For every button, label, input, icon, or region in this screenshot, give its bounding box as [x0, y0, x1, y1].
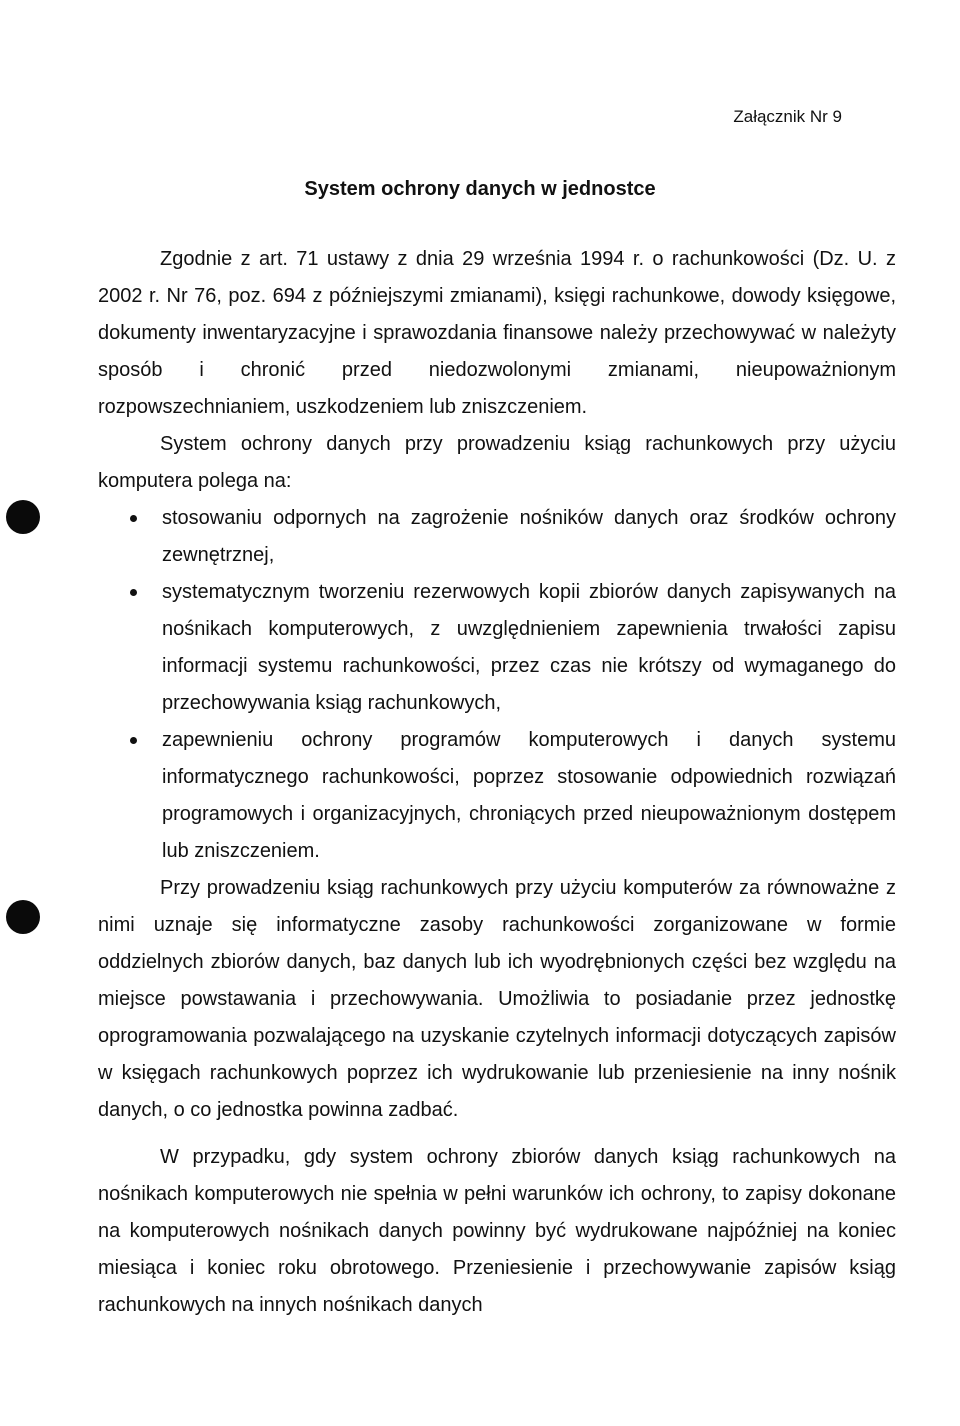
paragraph-system-intro: System ochrony danych przy prowadzeniu ksiąg rachunkowych przy użyciu komputera polega na:: [98, 433, 896, 492]
punch-hole-top: [6, 500, 40, 534]
list-item-text: stosowaniu odpornych na zagrożenie nośników danych oraz środków ochrony zewnętrznej,: [162, 507, 896, 566]
list-item: [98, 500, 896, 574]
paragraph-computer-resources: Przy prowadzeniu ksiąg rachunkowych przy użyciu komputerów za równoważne z nimi uznaje się informatyczne zasoby rachunkowości zorganizowane w formie oddzielnych zbiorów danych, baz danych lub ich wyodrębnionych części bez względu na miejsce powstawania i przechowywania. Umożliwia to posiadanie przez jednostkę oprogramowania pozwalającego na uzyskanie czytelnych informacji dotyczących zapisów w księgach rachunkowych poprzez ich wydrukowanie lub przeniesienie na inny nośnik danych, o co jednostka powinna zadbać.: [98, 877, 896, 1121]
list-item: [98, 722, 896, 870]
paragraph-legal-basis: Zgodnie z art. 71 ustawy z dnia 29 września 1994 r. o rachunkowości (Dz. U. z 2002 r. Nr 76, poz. 694 z późniejszymi zmianami), księgi rachunkowe, dowody księgowe, dokumenty inwentaryzacyjne i sprawozdania finansowe należy przechowywać w należyty sposób i chronić przed niedozwolonymi zmianami, nieupoważnionym rozpowszechnianiem, uszkodzeniem lub zniszczeniem.: [98, 248, 896, 418]
bullet-icon: [130, 737, 137, 744]
document-title: System ochrony danych w jednostce: [304, 178, 656, 200]
list-item: [98, 574, 896, 722]
punch-hole-bottom: [6, 900, 40, 934]
list-item-text: zapewnieniu ochrony programów komputerowych i danych systemu informatycznego rachunkowości, poprzez stosowanie odpowiednich rozwiązań programowych i organizacyjnych, chroniących przed nieupoważnionym dostępem lub zniszczeniem.: [162, 729, 896, 862]
protection-measures-list: [98, 500, 896, 870]
list-item-text: systematycznym tworzeniu rezerwowych kopii zbiorów danych zapisywanych na nośnikach komputerowych, z uwzględnieniem zapewnienia trwałości zapisu informacji systemu rachunkowości, przez czas nie krótszy od wymaganego do przechowywania ksiąg rachunkowych,: [162, 581, 896, 714]
paragraph-printing-requirement: W przypadku, gdy system ochrony zbiorów danych ksiąg rachunkowych na nośnikach komputerowych nie spełnia w pełni warunków ich ochrony, to zapisy dokonane na komputerowych nośnikach danych powinny być wydrukowane najpóźniej na koniec miesiąca i koniec roku obrotowego. Przeniesienie i przechowywanie zapisów ksiąg rachunkowych na innych nośnikach danych: [98, 1146, 896, 1316]
annex-label: Załącznik Nr 9: [733, 107, 842, 126]
bullet-icon: [130, 589, 137, 596]
bullet-icon: [130, 515, 137, 522]
document-body: [98, 241, 896, 1324]
